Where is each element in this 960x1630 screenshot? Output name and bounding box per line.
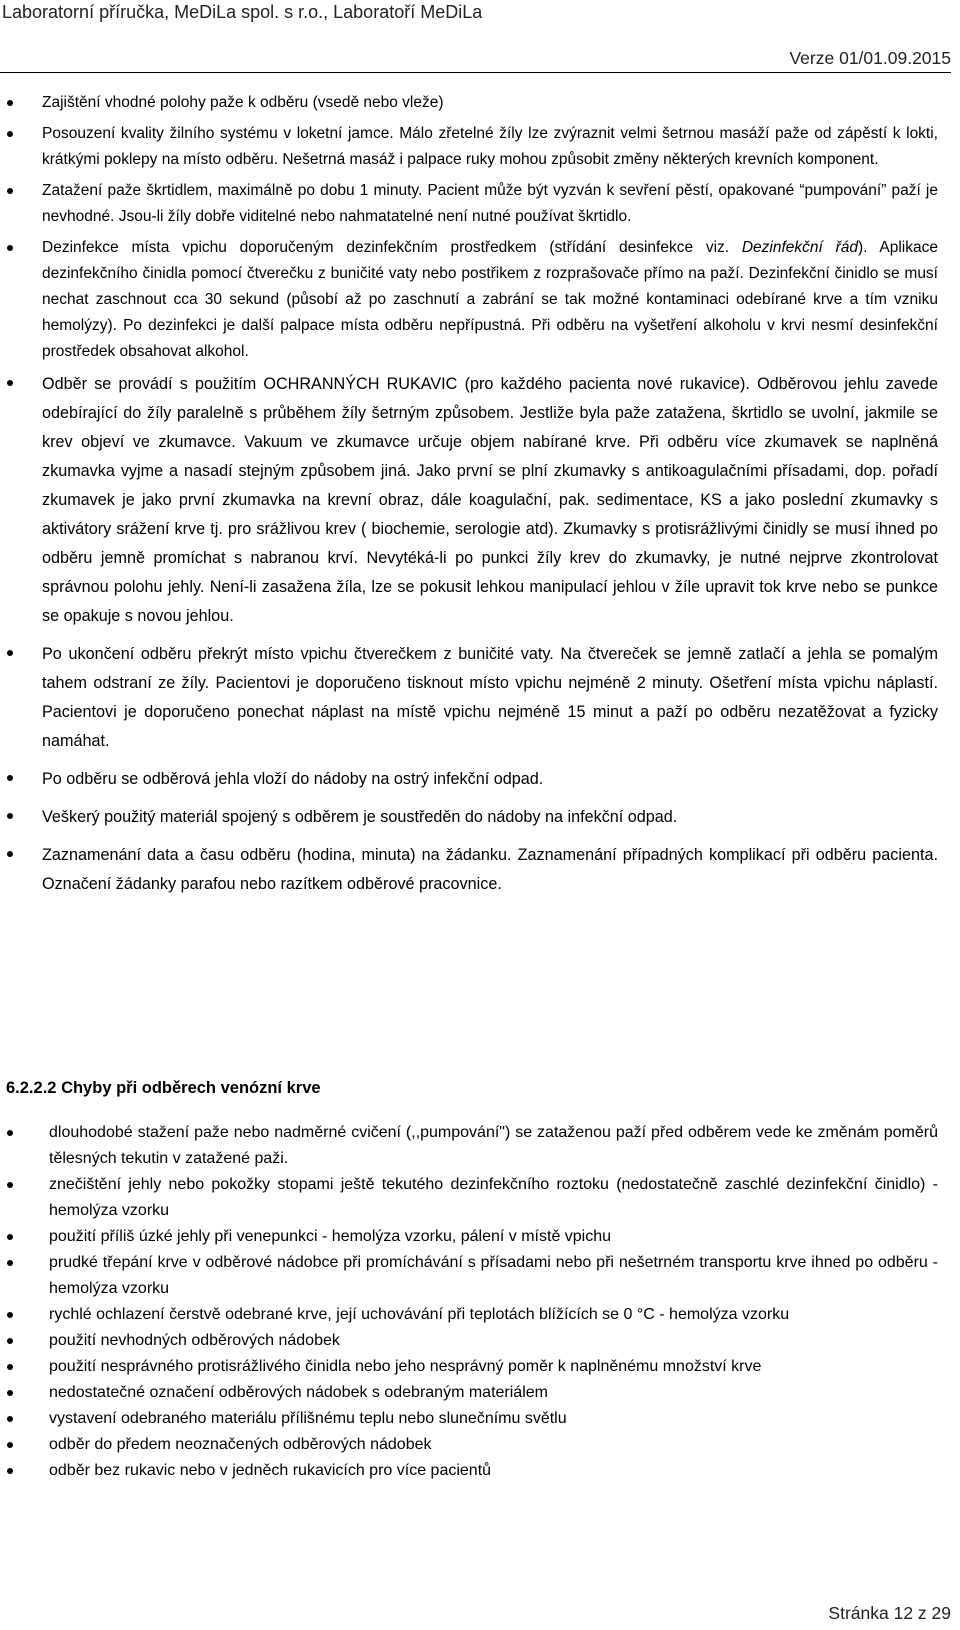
header-divider — [0, 72, 951, 73]
page-number: Stránka 12 z 29 — [828, 1603, 951, 1623]
list-item: vystavení odebraného materiálu přílišnému teplu nebo slunečnímu světlu — [0, 1406, 960, 1432]
list-item: dlouhodobé stažení paže nebo nadměrné cvičení (,,pumpování") se zataženou paží před odběrem vede ke změnám poměrů tělesných tekutin v zatažené paži. — [0, 1120, 960, 1172]
section-heading — [6, 1079, 321, 1098]
list-item: použití nevhodných odběrových nádobek — [0, 1328, 960, 1354]
page-header — [0, 0, 960, 78]
errors-section — [0, 1120, 960, 1484]
list-item: Po odběru se odběrová jehla vloží do nádoby na ostrý infekční odpad. — [0, 765, 960, 794]
list-item: rychlé ochlazení čerstvě odebrané krve, její uchovávání při teplotách blížících se 0 °C - hemolýza vzorku — [0, 1302, 960, 1328]
list-item: použití příliš úzké jehly při venepunkci - hemolýza vzorku, pálení v místě vpichu — [0, 1224, 960, 1250]
list-item: Posouzení kvality žilního systému v loketní jamce. Málo zřetelné žíly lze zvýraznit velmi šetrnou masáží paže od zápěstí k lokti, krátkými poklepy na místo odběru. Nešetrná masáž i palpace ruky mohou způsobit změny některých krevních komponent. — [0, 121, 960, 173]
list-item: Odběr se provádí s použitím OCHRANNÝCH RUKAVIC (pro každého pacienta nové rukavice). Odběrovou jehlu zavede odebírající do žíly paralelně s průběhem žíly šetrným způsobem. Jestliže byla paže zatažena, škrtidlo se uvolní, jakmile se krev objeví ve zkumavce. Vakuum ve zkumavce určuje objem nabírané krve. Při odběru více zkumavek se naplněná zkumavka vyjme a nasadí stejným způsobem jiná. Jako první se plní zkumavky s antikoagulačními přísadami, dop. pořadí zkumavek je jako první zkumavka na krevní obraz, dále koagulační, pak. sedimentace, KS a jako poslední zkumavky s aktivátory srážení krve tj. pro srážlivou krev ( biochemie, serologie atd). Zkumavky s protisrážlivými činidly se musí ihned po odběru jemně promíchat s nabranou krví. Nevytéká-li po punkci žíly krev do zkumavky, je nutné nejprve zkontrolovat správnou polohu jehly. Není-li zasažena žíla, lze se pokusit lehkou manipulací jehlou v žíle upravit tok krve nebo se punkce se opakuje s novou jehlou. — [0, 370, 960, 631]
list-item: znečištění jehly nebo pokožky stopami ještě tekutého dezinfekčního roztoku (nedostatečně zaschlé dezinfekční činidlo) - hemolýza vzorku — [0, 1172, 960, 1224]
list-item: Veškerý použitý materiál spojený s odběrem je soustředěn do nádoby na infekční odpad. — [0, 803, 960, 832]
list-item-text: ). Aplikace dezinfekčního činidla pomocí čtverečku z buničité vaty nebo postřikem z rozprašovače přímo na paží. Dezinfekční činidlo se musí nechat zaschnout cca 30 sekund (působí až po zaschnutí a zabrání se tak možné kontaminaci odebírané krve a tím vzniku hemolýzy). Po dezinfekci je další palpace místa odběru nepřípustná. Při odběru na vyšetření alkoholu v krvi nesmí desinfekční prostředek obsahovat alkohol. — [42, 239, 938, 360]
list-item — [0, 235, 960, 365]
list-item: Zatažení paže škrtidlem, maximálně po dobu 1 minuty. Pacient může být vyzván k sevření pěstí, opakované “pumpování” paží je nevhodné. Jsou-li žíly dobře viditelné nebo nahmatatelné není nutné používat škrtidlo. — [0, 178, 960, 230]
list-item-reference: Dezinfekční řád — [741, 239, 859, 256]
section-number: 6.2.2.2 — [6, 1079, 57, 1097]
document-version: Verze 01/01.09.2015 — [789, 48, 951, 68]
errors-list — [0, 1120, 960, 1484]
list-item: prudké třepání krve v odběrové nádobce při promíchávání s přísadami nebo při nešetrném transportu krve ihned po odběru - hemolýza vzorku — [0, 1250, 960, 1302]
list-item: odběr do předem neoznačených odběrových nádobek — [0, 1432, 960, 1458]
list-item-text: Dezinfekce místa vpichu doporučeným dezinfekčním prostředkem (střídání desinfekce viz. — [42, 239, 742, 256]
list-item: Po ukončení odběru překrýt místo vpichu čtverečkem z buničité vaty. Na čtvereček se jemně zatlačí a jehla se pomalým tahem odstraní ze žíly. Pacientovi je doporučeno tisknout místo vpichu nejméně 2 minuty. Ošetření místa vpichu náplastí. Pacientovi je doporučeno ponechat náplast na místě vpichu nejméně 15 minut a paží po odběru nezatěžovat a fyzicky namáhat. — [0, 640, 960, 756]
document-title: Laboratorní příručka, MeDiLa spol. s r.o., Laboratoří MeDiLa — [2, 2, 483, 22]
procedure-steps — [0, 90, 960, 908]
list-item: nedostatečné označení odběrových nádobek s odebraným materiálem — [0, 1380, 960, 1406]
list-item: odběr bez rukavic nebo v jedněch rukavicích pro více pacientů — [0, 1458, 960, 1484]
list-item: použití nesprávného protisrážlivého činidla nebo jeho nesprávný poměr k naplněnému množství krve — [0, 1354, 960, 1380]
steps-list — [0, 90, 960, 899]
list-item: Zaznamenání data a času odběru (hodina, minuta) na žádanku. Zaznamenání případných komplikací při odběru pacienta. Označení žádanky parafou nebo razítkem odběrové pracovnice. — [0, 841, 960, 899]
list-item: Zajištění vhodné polohy paže k odběru (vsedě nebo vleže) — [0, 90, 960, 116]
section-title: Chyby při odběrech venózní krve — [61, 1079, 321, 1097]
